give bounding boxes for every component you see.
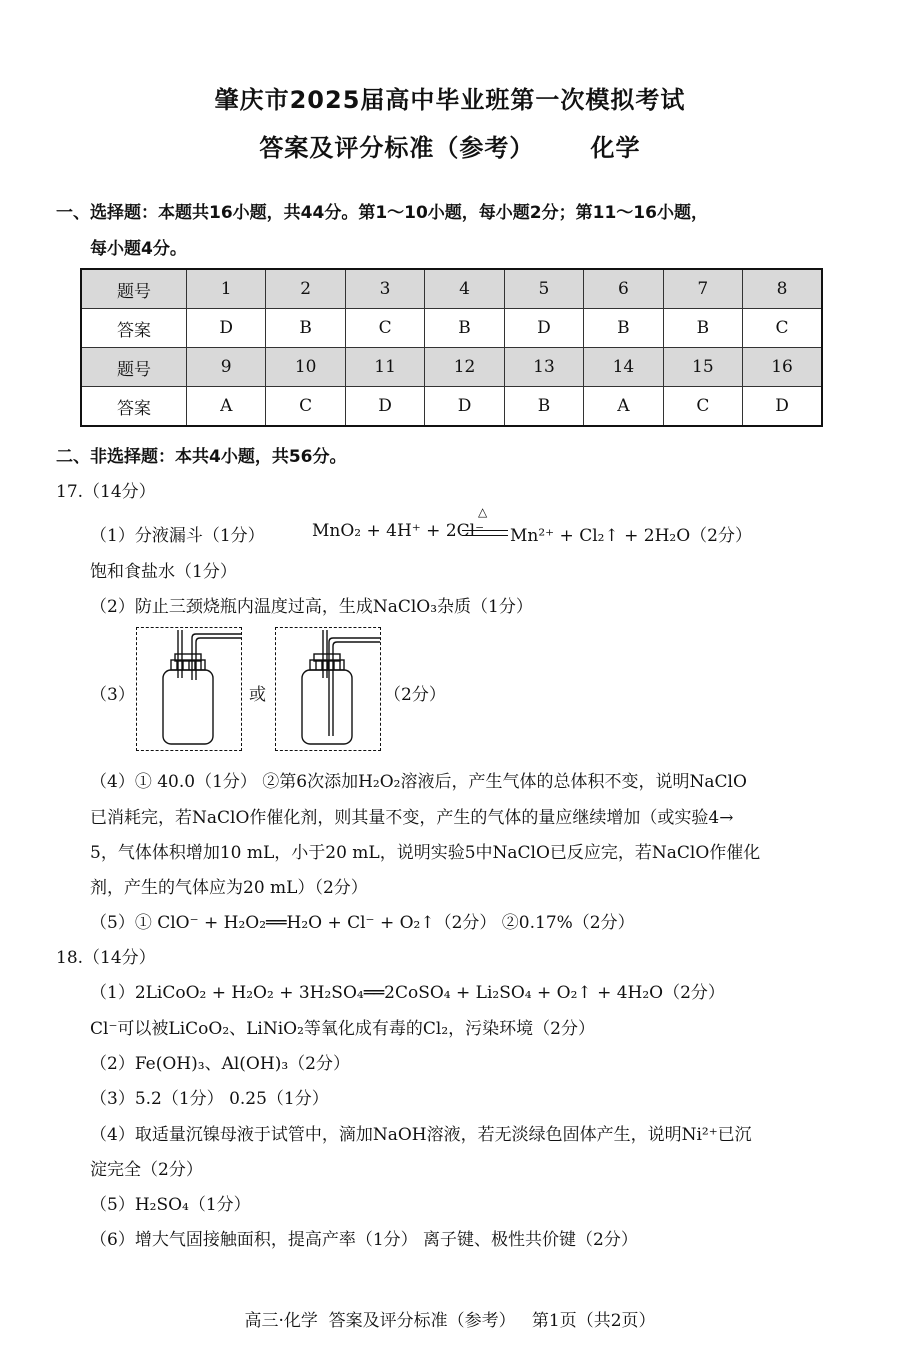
q17-p1-equation-right: Mn²⁺ + Cl₂↑ + 2H₂O（2分） (510, 526, 752, 546)
q17-p1-answer-b: 饱和食盐水（1分） (90, 562, 237, 582)
table-cell: 11 (345, 348, 424, 387)
table-cell: 8 (743, 269, 822, 309)
table-cell: 16 (743, 348, 822, 387)
page-title: 肇庆市2025届高中毕业班第一次模拟考试 (214, 86, 686, 114)
table-cell: 题号 (81, 348, 187, 387)
table-cell: D (187, 309, 266, 348)
gas-bottle-long-tube-icon (276, 628, 380, 750)
table-row (81, 348, 822, 387)
q17-p1-equation-left: MnO₂ + 4H⁺ + 2Cl⁻ (312, 521, 485, 541)
q17-p4-line1: （4）① 40.0（1分） ②第6次添加H₂O₂溶液后，产生气体的总体积不变，说明NaClO (90, 772, 747, 792)
section1-heading-cont: 每小题4分。 (90, 239, 187, 259)
q18-p3: （3）5.2（1分） 0.25（1分） (90, 1089, 329, 1109)
page-footer: 高三·化学 答案及评分标准（参考） 第1页（共2页） (244, 1311, 656, 1331)
heat-symbol: △ (478, 505, 488, 519)
table-cell: D (504, 309, 583, 348)
table-cell: 答案 (81, 387, 187, 427)
table-cell: 5 (504, 269, 583, 309)
table-row (81, 309, 822, 348)
q17-p4-line2: 已消耗完，若NaClO作催化剂，则其量不变，产生的气体的量应继续增加（或实验4→ (90, 808, 734, 828)
table-cell: 答案 (81, 309, 187, 348)
table-cell: B (425, 309, 504, 348)
table-row (81, 387, 822, 427)
q17-p3-label: （3） (90, 685, 135, 705)
table-cell: 15 (663, 348, 742, 387)
q18-label: 18.（14分） (56, 948, 156, 968)
table-cell: B (504, 387, 583, 427)
q18-p4-line2: 淀完全（2分） (90, 1160, 203, 1180)
q18-p1-line2: Cl⁻可以被LiCoO₂、LiNiO₂等氧化成有毒的Cl₂，污染环境（2分） (90, 1019, 596, 1039)
table-cell: 2 (266, 269, 345, 309)
q18-p2: （2）Fe(OH)₃、Al(OH)₃（2分） (90, 1054, 350, 1074)
table-cell: A (584, 387, 663, 427)
table-cell: 4 (425, 269, 504, 309)
table-cell: 7 (663, 269, 742, 309)
table-cell: C (663, 387, 742, 427)
table-cell: 12 (425, 348, 504, 387)
table-cell: 题号 (81, 269, 187, 309)
table-cell: D (743, 387, 822, 427)
table-cell: B (663, 309, 742, 348)
section1-heading: 一、选择题：本题共16小题，共44分。第1～10小题，每小题2分；第11～16小题， (56, 203, 708, 223)
table-cell: B (266, 309, 345, 348)
table-cell: D (425, 387, 504, 427)
q18-p5: （5）H₂SO₄（1分） (90, 1195, 251, 1215)
table-cell: B (584, 309, 663, 348)
q17-p5: （5）① ClO⁻ + H₂O₂══H₂O + Cl⁻ + O₂↑（2分） ②0.17%（2分） (90, 913, 635, 933)
equals-sign (462, 530, 508, 536)
table-cell: 3 (345, 269, 424, 309)
q17-p1-answer: （1）分液漏斗（1分） (90, 526, 265, 546)
apparatus-diagram-2 (275, 627, 381, 751)
or-label: 或 (249, 685, 266, 705)
table-cell: C (345, 309, 424, 348)
table-cell: 14 (584, 348, 663, 387)
apparatus-diagram-1 (136, 627, 242, 751)
table-row (81, 269, 822, 309)
q17-label: 17.（14分） (56, 482, 156, 502)
table-cell: 13 (504, 348, 583, 387)
q18-p1-line1: （1）2LiCoO₂ + H₂O₂ + 3H₂SO₄══2CoSO₄ + Li₂SO₄ + O₂↑ + 4H₂O（2分） (90, 983, 725, 1003)
q17-p4-line4: 剂，产生的气体应为20 mL）（2分） (90, 878, 368, 898)
q18-p4-line1: （4）取适量沉镍母液于试管中，滴加NaOH溶液，若无淡绿色固体产生，说明Ni²⁺已沉 (90, 1125, 752, 1145)
table-cell: D (345, 387, 424, 427)
table-cell: 10 (266, 348, 345, 387)
page-subtitle: 答案及评分标准（参考） 化学 (259, 134, 641, 162)
q17-p2: （2）防止三颈烧瓶内温度过高，生成NaClO₃杂质（1分） (90, 597, 533, 617)
table-cell: A (187, 387, 266, 427)
q17-p4-line3: 5，气体体积增加10 mL，小于20 mL，说明实验5中NaClO已反应完，若NaClO作催化 (90, 843, 761, 863)
gas-bottle-icon (137, 628, 241, 750)
table-cell: C (266, 387, 345, 427)
table-cell: 1 (187, 269, 266, 309)
section2-heading: 二、非选择题：本共4小题，共56分。 (56, 447, 347, 467)
q18-p6: （6）增大气固接触面积，提高产率（1分） 离子键、极性共价键（2分） (90, 1230, 638, 1250)
table-cell: 6 (584, 269, 663, 309)
q17-p3-score: （2分） (384, 685, 446, 705)
table-cell: 9 (187, 348, 266, 387)
answer-table (80, 268, 823, 427)
table-cell: C (743, 309, 822, 348)
